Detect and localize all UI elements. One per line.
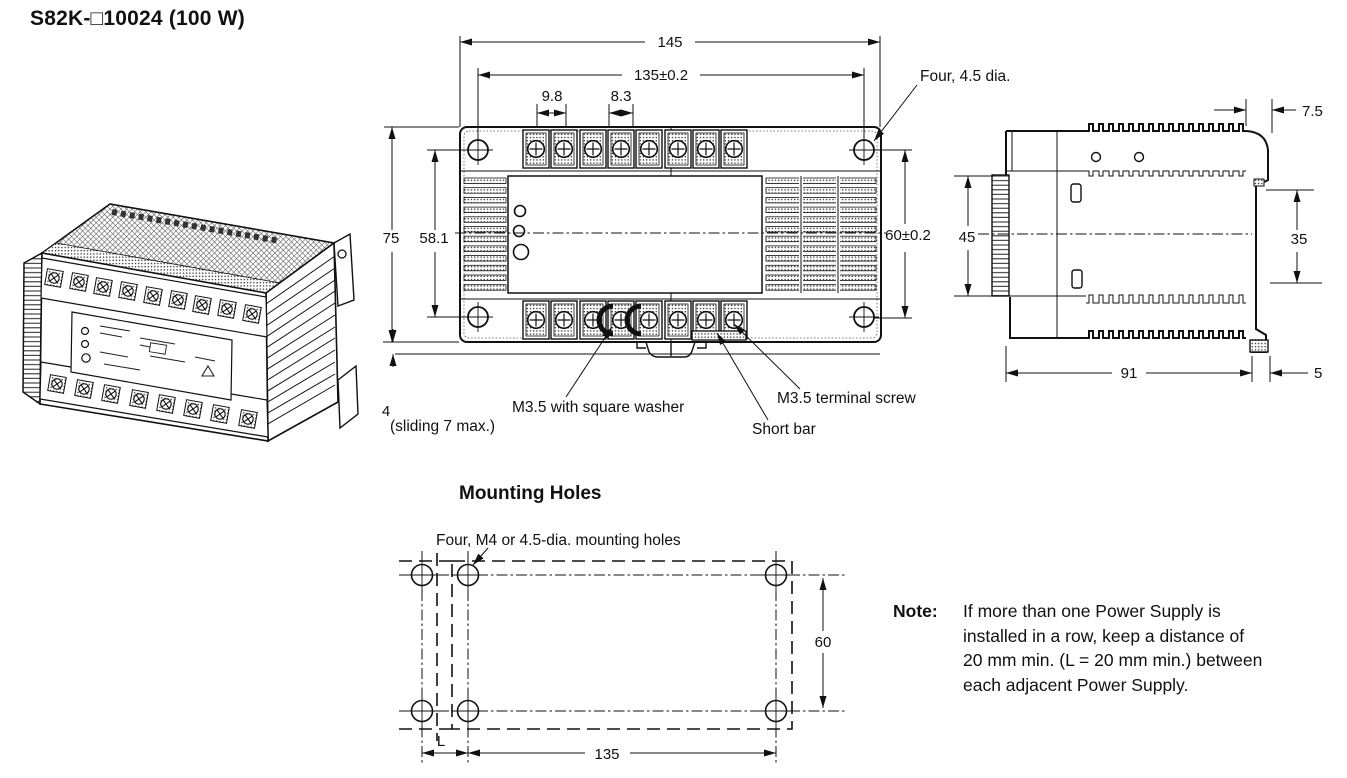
dim-4: 4	[381, 403, 391, 420]
left-fin-face	[23, 253, 42, 404]
din-flange-profile	[1246, 131, 1268, 352]
label-sliding: (sliding 7 max.)	[390, 418, 496, 435]
label-four-m4-holes: Four, M4 or 4.5-dia. mounting holes	[436, 532, 681, 549]
mounting-holes-drawing	[399, 532, 846, 763]
label-square-washer: M3.5 with square washer	[512, 399, 685, 416]
side-fin-block	[992, 175, 1009, 296]
mounting-hole	[759, 558, 793, 592]
mounting-hole	[405, 558, 439, 592]
mounting-hole	[405, 694, 439, 728]
isometric-product-view	[23, 204, 358, 441]
dim-75: 75	[382, 230, 400, 247]
dim-135: 135±0.2	[633, 67, 689, 84]
indicator-circle	[515, 206, 526, 217]
dim-7-5: 7.5	[1302, 103, 1323, 120]
page-title: S82K-□10024 (100 W)	[30, 7, 245, 30]
dim-45: 45	[958, 229, 976, 246]
dim-60-02: 60±0.2	[885, 227, 931, 244]
mounting-hole	[759, 694, 793, 728]
note-line: 20 mm min. (L = 20 mm min.) between	[963, 650, 1263, 671]
mounting-holes-leader	[473, 548, 488, 565]
short-bar-leader	[717, 333, 768, 420]
dim-145: 145	[657, 34, 683, 51]
note-line: If more than one Power Supply is	[963, 601, 1221, 621]
dim-91: 91	[1120, 365, 1138, 382]
dim-mh-135: 135	[594, 746, 620, 763]
dim-mh-L: L	[436, 733, 446, 750]
mounting-hole	[451, 558, 485, 592]
dim-9-8: 9.8	[541, 88, 563, 105]
dim-8-3: 8.3	[610, 88, 632, 105]
top-castellation	[1086, 124, 1246, 131]
din-latch	[637, 342, 706, 357]
note-line: installed in a row, keep a distance of	[963, 625, 1245, 646]
front-view	[382, 34, 1011, 438]
mounting-hole	[451, 694, 485, 728]
indicator-circle	[514, 226, 525, 237]
center-panel	[508, 176, 762, 293]
dim-mh-60: 60	[814, 634, 832, 651]
unit-outline-dashed	[452, 561, 792, 729]
mounting-holes-heading: Mounting Holes	[459, 483, 602, 504]
bottom-castellation	[1086, 331, 1246, 338]
note-line: each adjacent Power Supply.	[963, 675, 1189, 696]
label-short-bar: Short bar	[752, 421, 816, 438]
adjuster-circle	[514, 245, 529, 260]
note-label: Note:	[893, 601, 938, 621]
label-terminal-screw: M3.5 terminal screw	[777, 390, 916, 407]
dim-58-1: 58.1	[419, 230, 449, 247]
label-four-45-dia: Four, 4.5 dia.	[920, 68, 1011, 85]
dim-35: 35	[1290, 231, 1308, 248]
side-view	[954, 99, 1323, 382]
dim-5: 5	[1314, 365, 1323, 382]
